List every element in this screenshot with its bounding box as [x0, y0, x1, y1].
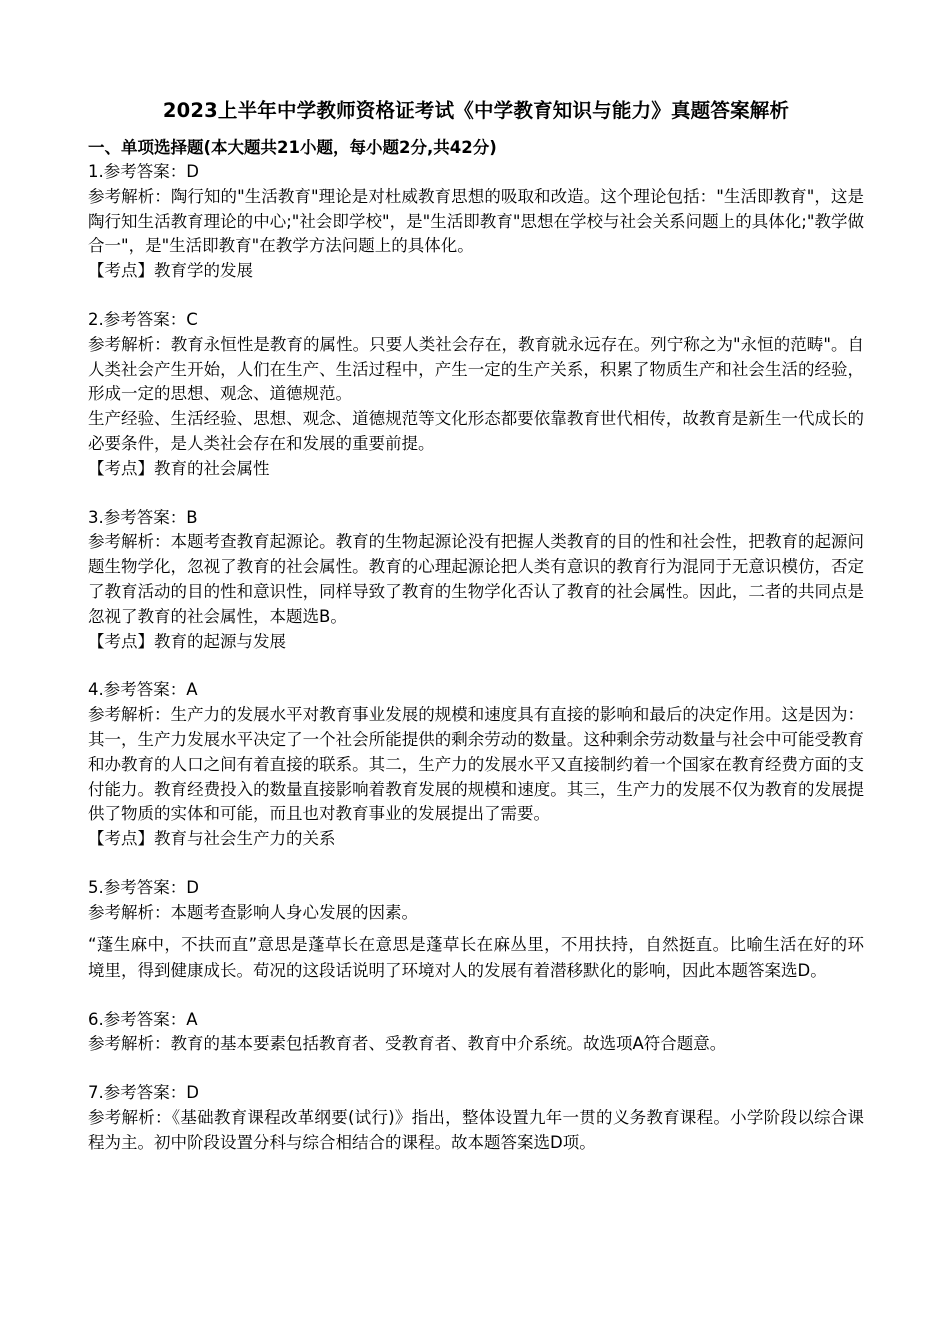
answer-line: 6.参考答案：A [88, 1009, 198, 1029]
key-point: 【考点】教育与社会生产力的关系 [88, 829, 336, 849]
answer-line: 5.参考答案：D [88, 877, 199, 897]
analysis-paragraph-continued: 生产经验、生活经验、思想、观念、道德规范等文化形态都要依靠教育世代相传，故教育是新生一代成长的必要条件，是人类社会存在和发展的重要前提。 [88, 409, 864, 453]
analysis-paragraph: 参考解析：本题考查教育起源论。教育的生物起源论没有把握人类教育的目的性和社会性，把教育的起源问题生物学化，忽视了教育的社会属性。教育的心理起源论把人类有意识的教育行为混同于无意识模仿，否定了教育活动的目的性和意识性，同样导致了教育的生物学化否认了教育的社会属性。因此，二者的共同点是忽视了教育的社会属性，本题选B。 [88, 532, 864, 626]
answer-line: 4.参考答案：A [88, 680, 198, 700]
answer-line: 2.参考答案：C [88, 309, 198, 329]
analysis-paragraph: 参考解析：生产力的发展水平对教育事业发展的规模和速度具有直接的影响和最后的决定作用。这是因为：其一，生产力发展水平决定了一个社会所能提供的剩余劳动的数量。这种剩余劳动数量与社会中可能受教育和办教育的人口之间有着直接的联系。其二，生产力的发展水平又直接制约着一个国家在教育经费方面的支付能力。教育经费投入的数量直接影响着教育发展的规模和速度。其三，生产力的发展不仅为教育的发展提供了物质的实体和可能，而且也对教育事业的发展提出了需要。 [88, 705, 864, 824]
question-4 [88, 678, 864, 852]
key-point: 【考点】教育学的发展 [88, 261, 253, 281]
question-2 [88, 308, 864, 482]
question-5 [88, 876, 864, 984]
question-3 [88, 506, 864, 655]
answer-line: 3.参考答案：B [88, 507, 198, 527]
analysis-paragraph: 参考解析：教育的基本要素包括教育者、受教育者、教育中介系统。故选项A符合题意。 [88, 1034, 727, 1054]
answer-line: 7.参考答案：D [88, 1083, 199, 1103]
analysis-paragraph: 参考解析：陶行知的"生活教育"理论是对杜威教育思想的吸取和改造。这个理论包括："生活即教育"，这是陶行知生活教育理论的中心;"社会即学校"，是"生活即教育"思想在学校与社会关系问题上的具体化;"教学做合一"，是"生活即教育"在教学方法问题上的具体化。 [88, 186, 864, 256]
analysis-paragraph-continued: “蓬生麻中，不扶而直”意思是蓬草长在意思是蓬草长在麻丛里，不用扶持，自然挺直。比喻生活在好的环境里，得到健康成长。荀况的这段话说明了环境对人的发展有着潜移默化的影响，因此本题答案选D。 [88, 934, 864, 980]
document-title: 2023上半年中学教师资格证考试《中学教育知识与能力》真题答案解析 [162, 99, 790, 122]
analysis-paragraph: 参考解析：本题考查影响人身心发展的因素。 [88, 902, 418, 922]
key-point: 【考点】教育的社会属性 [88, 458, 270, 478]
question-1 [88, 160, 864, 284]
key-point: 【考点】教育的起源与发展 [88, 631, 286, 651]
answer-line: 1.参考答案：D [88, 162, 199, 181]
analysis-paragraph: 参考解析：教育永恒性是教育的属性。只要人类社会存在，教育就永远存在。列宁称之为"永恒的范畴"。自人类社会产生开始，人们在生产、生活过程中，产生一定的生产关系，积累了物质生产和社会生活的经验，形成一定的思想、观念、道德规范。 [88, 334, 864, 404]
analysis-paragraph: 参考解析：《基础教育课程改革纲要(试行)》指出，整体设置九年一贯的义务教育课程。小学阶段以综合课程为主。初中阶段设置分科与综合相结合的课程。故本题答案选D项。 [88, 1107, 864, 1152]
section-heading: 一、单项选择题(本大题共21小题，每小题2分,共42分) [88, 138, 497, 157]
document-content [88, 96, 864, 1180]
question-6 [88, 1008, 864, 1058]
question-7 [88, 1081, 864, 1155]
